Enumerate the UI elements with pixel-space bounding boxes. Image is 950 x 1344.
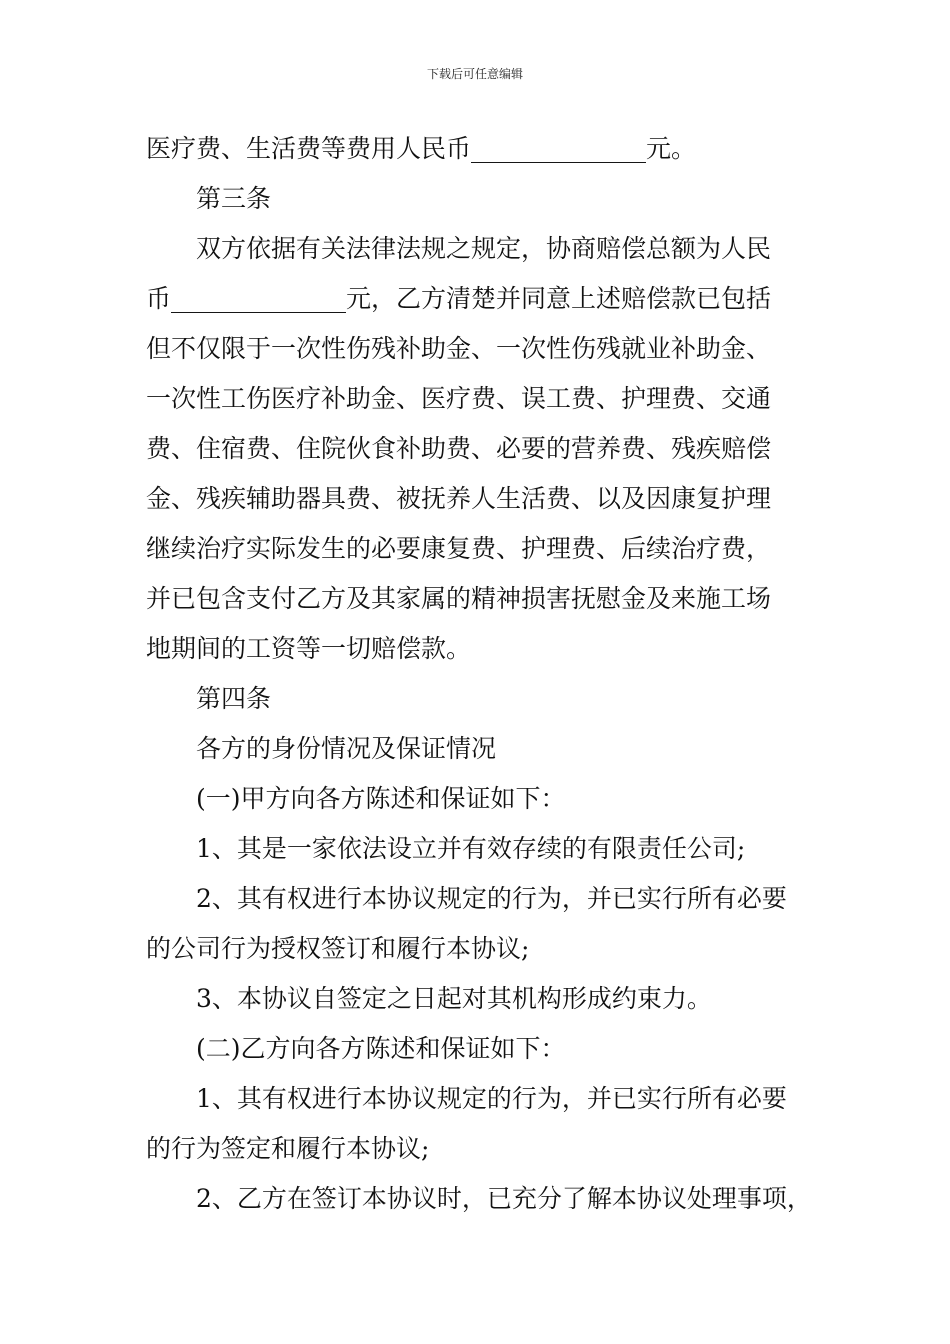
party-a-item-3: 3、本协议自签定之日起对其机构形成约束力。 — [196, 984, 712, 1013]
text-line-5: 但不仅限于一次性伤残补助金、一次性伤残就业补助金、 — [146, 334, 772, 363]
text-line-8: 金、残疾辅助器具费、被抚养人生活费、以及因康复护理 — [146, 484, 772, 513]
text-line-6: 一次性工伤医疗补助金、医疗费、误工费、护理费、交通 — [146, 384, 772, 413]
article-4-heading: 第四条 — [196, 684, 272, 713]
party-a-item-2-cont: 的公司行为授权签订和履行本协议; — [146, 934, 530, 963]
party-b-heading: (二)乙方向各方陈述和保证如下： — [196, 1034, 566, 1063]
party-b-item-1: 1、其有权进行本协议规定的行为，并已实行所有必要 — [196, 1084, 787, 1113]
party-a-item-2: 2、其有权进行本协议规定的行为，并已实行所有必要 — [196, 884, 787, 913]
text-line-4: 币______________元，乙方清楚并同意上述赔偿款已包括 — [146, 284, 772, 313]
text-line-9: 继续治疗实际发生的必要康复费、护理费、后续治疗费， — [146, 534, 772, 563]
party-b-item-1-cont: 的行为签定和履行本协议; — [146, 1134, 430, 1163]
article-3-heading: 第三条 — [196, 184, 272, 213]
text-line-3: 双方依据有关法律法规之规定，协商赔偿总额为人民 — [196, 234, 772, 263]
party-b-item-2: 2、乙方在签订本协议时，已充分了解本协议处理事项， — [196, 1184, 812, 1213]
party-a-heading: (一)甲方向各方陈述和保证如下： — [196, 784, 566, 813]
text-line-7: 费、住宿费、住院伙食补助费、必要的营养费、残疾赔偿 — [146, 434, 772, 463]
text-line-1: 医疗费、生活费等费用人民币______________元。 — [146, 134, 697, 163]
section-title: 各方的身份情况及保证情况 — [196, 734, 497, 763]
text-line-10: 并已包含支付乙方及其家属的精神损害抚慰金及来施工场 — [146, 584, 772, 613]
text-line-11: 地期间的工资等一切赔偿款。 — [146, 634, 472, 663]
page-header: 下载后可任意编辑 — [426, 67, 523, 81]
party-a-item-1: 1、其是一家依法设立并有效存续的有限责任公司; — [196, 834, 746, 863]
